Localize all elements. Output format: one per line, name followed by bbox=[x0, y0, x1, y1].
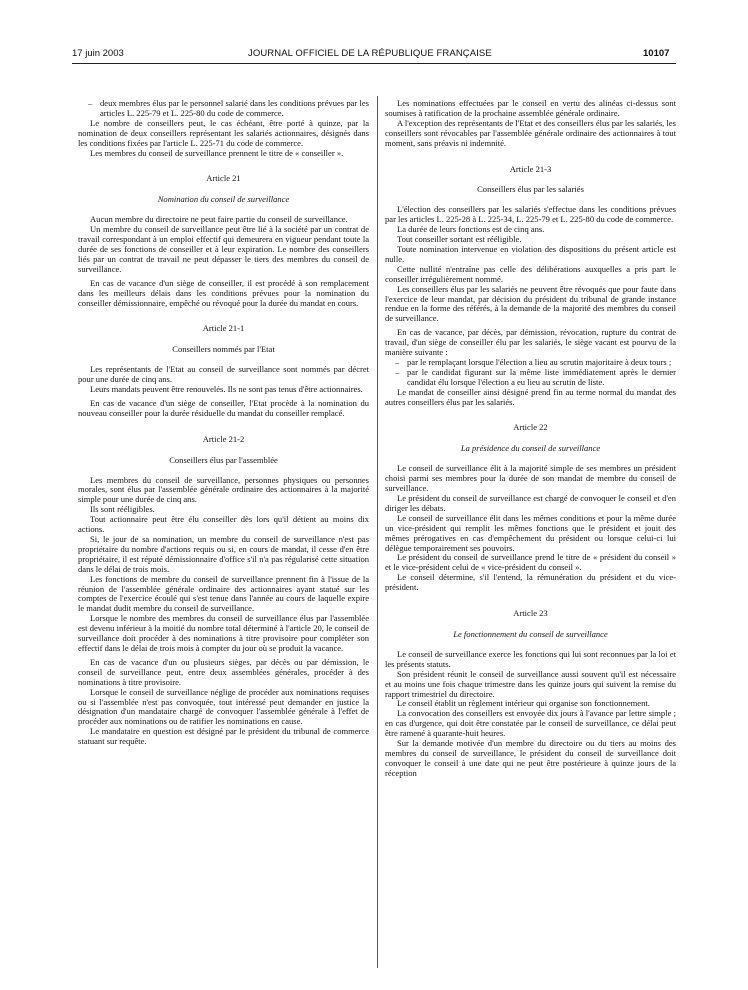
article-subtitle: Conseillers élus par l'assemblée bbox=[169, 454, 278, 465]
list-item-text: par le candidat figurant sur la même liste immédiatement après le dernier candidat élu lorsque l'élection a eu lieu au scrutin de liste. bbox=[407, 366, 676, 387]
paragraph: Leurs mandats peuvent être renouvelés. Ils ne sont pas tenus d'être actionnaires. bbox=[90, 384, 363, 395]
paragraph: A l'exception des représentants de l'Etat et des conseillers élus par les salariés, les conseillers sont révocables par l'assemblée générale ordinaire des actionnaires à tout moment, sans préavis ni indemnité. bbox=[385, 117, 676, 148]
paragraph: En cas de vacance d'un siège de conseiller, l'Etat procède à la nomination du nouveau conseiller pour la durée résiduelle du mandat du conseiller remplacé. bbox=[78, 397, 369, 418]
paragraph: Le conseil de surveillance exerce les fonctions qui lui sont reconnues par la loi et les présents statuts. bbox=[385, 648, 676, 669]
paragraph: Si, le jour de sa nomination, un membre du conseil de surveillance n'est pas propriétaire du nombre d'actions requis ou si, en cours de mandat, il cesse d'en être propriétaire, il est réputé démissionnaire d'office s'il n'a pas régularisé cette situation dans le délai de trois mois. bbox=[78, 534, 369, 574]
paragraph: Les fonctions de membre du conseil de surveillance prennent fin à l'issue de la réunion de l'assemblée générale ordinaire des actionnaires ayant statué sur les comptes de l'exercice écoulé qui s'est tenue dans l'année au cours de laquelle expire le mandat dudit membre du conseil de surveillance. bbox=[78, 573, 369, 614]
article-heading: Article 23 bbox=[513, 608, 548, 619]
article-heading: Article 21-3 bbox=[509, 163, 552, 174]
paragraph: En cas de vacance d'un siège de conseiller, il est procédé à son remplacement dans les meilleurs délais dans les conditions prévues pour la nomination du conseiller démissionnaire, empêché ou révoqué pour la durée du mandat en cours. bbox=[78, 277, 369, 308]
article-heading: Article 21 bbox=[206, 173, 241, 184]
paragraph: Le conseil de surveillance élit à la majorité simple de ses membres un président choisi parmi ses membres pour la durée de son mandat de membre du conseil de surveillance. bbox=[385, 463, 676, 494]
right-column bbox=[385, 99, 676, 971]
paragraph: Le mandat de conseiller ainsi désigné prend fin au terme normal du mandat des autres conseillers élus par les salariés. bbox=[385, 386, 676, 407]
paragraph: Tout conseiller sortant est rééligible. bbox=[397, 234, 522, 245]
paragraph: Le nombre de conseillers peut, le cas échéant, être porté à quinze, par la nomination de deux conseillers représentant les salariés actionnaires, désignés dans les conditions fixées par l'article L. 225-71 du code de commerce. bbox=[78, 117, 369, 148]
list-dash: – bbox=[395, 366, 400, 377]
paragraph: Cette nullité n'entraîne pas celle des délibérations auxquelles a pris part le conseiller irrégulièrement nommé. bbox=[385, 263, 676, 284]
header-journal-title: JOURNAL OFFICIEL DE LA RÉPUBLIQUE FRANÇAISE bbox=[248, 48, 492, 59]
paragraph: Le président du conseil de surveillance prend le titre de « président du conseil » et le vice-président celui de « vice-président du conseil ». bbox=[385, 552, 676, 573]
paragraph: En cas de vacance d'un ou plusieurs sièges, par décès ou par démission, le conseil de surveillance peut, entre deux assemblées générales, procéder à des nominations à titre provisoire. bbox=[78, 656, 369, 687]
paragraph: En cas de vacance, par décès, par démission, révocation, rupture du contrat de travail, d'un siège de conseiller élu par les salariés, le siège vacant est pourvu de la manière suivante : bbox=[385, 327, 676, 358]
list-dash: – bbox=[88, 99, 93, 108]
header-date: 17 juin 2003 bbox=[72, 48, 124, 59]
paragraph: Ils sont rééligibles. bbox=[90, 504, 155, 515]
list-item bbox=[385, 368, 676, 388]
article-subtitle: Le fonctionnement du conseil de surveillance bbox=[453, 628, 608, 639]
paragraph: Toute nomination intervenue en violation des dispositions du présent article est nulle. bbox=[385, 243, 676, 264]
paragraph: Le président du conseil de surveillance est chargé de convoquer le conseil et d'en diriger les débats. bbox=[385, 493, 676, 513]
column-divider bbox=[377, 96, 378, 968]
article-subtitle: Conseillers élus par les salariés bbox=[477, 184, 584, 195]
paragraph: Le mandataire en question est désigné par le président du tribunal de commerce statuant sur requête. bbox=[78, 726, 369, 747]
list-item bbox=[78, 99, 369, 119]
paragraph: La convocation des conseillers est envoyée dix jours à l'avance par lettre simple ; en cas d'urgence, qui doit être constatée par le conseil de surveillance, ce délai peut être ramené à quarante-huit heures. bbox=[385, 708, 676, 739]
paragraph: La durée de leurs fonctions est de cinq ans. bbox=[397, 224, 545, 235]
paragraph: Sur la demande motivée d'un membre du directoire ou du tiers au moins des membres du conseil de surveillance, le président du conseil de surveillance doit convoquer le conseil à une date qui ne peut être postérieure à quinze jours de la réception bbox=[385, 738, 676, 778]
paragraph: Les membres du conseil de surveillance, personnes physiques ou personnes morales, sont élus par l'assemblée générale ordinaire des actionnaires à la majorité simple pour une durée de cinq ans. bbox=[78, 474, 369, 505]
paragraph: Les nominations effectuées par le conseil en vertu des alinéas ci-dessus sont soumises à ratification de la prochaine assemblée générale ordinaire. bbox=[385, 99, 676, 118]
list-item-text: par le remplaçant lorsque l'élection a lieu au scrutin majoritaire à deux tours ; bbox=[407, 356, 672, 367]
article-subtitle: Conseillers nommés par l'Etat bbox=[172, 344, 275, 355]
left-column bbox=[78, 99, 369, 971]
list-item-text: deux membres élus par le personnel salarié dans les conditions prévues par les articles L. 225-79 et L. 225-80 du code de commerce. bbox=[100, 99, 369, 118]
paragraph: Aucun membre du directoire ne peut faire partie du conseil de surveillance. bbox=[90, 214, 348, 225]
paragraph: Lorsque le nombre des membres du conseil de surveillance élus par l'assemblée est devenu inférieur à la moitié du nombre total déterminé à l'article 20, le conseil de surveillance doit procéder à des nominations à titre provisoire pour compléter son effectif dans le délai de trois mois à compter du jour où se produit la vacance. bbox=[78, 613, 369, 653]
article-subtitle: La présidence du conseil de surveillance bbox=[460, 443, 601, 454]
article-heading: Article 22 bbox=[513, 422, 548, 433]
paragraph: Le conseil détermine, s'il l'entend, la rémunération du président et du vice-président. bbox=[385, 572, 676, 593]
article-subtitle: Nomination du conseil de surveillance bbox=[157, 194, 290, 205]
list-dash: – bbox=[395, 356, 400, 367]
paragraph: Les membres du conseil de surveillance prennent le titre de « conseiller ». bbox=[90, 147, 344, 158]
paragraph: Tout actionnaire peut être élu conseiller dès lors qu'il détient au moins dix actions. bbox=[78, 514, 369, 535]
paragraph: Son président réunit le conseil de surveillance aussi souvent qu'il est nécessaire et au moins une fois chaque trimestre dans les quinze jours qui suivent la remise du rapport trimestriel du directoire. bbox=[385, 668, 676, 699]
paragraph: Les représentants de l'Etat au conseil de surveillance sont nommés par décret pour une durée de cinq ans. bbox=[78, 364, 369, 385]
paragraph: Le conseil établit un règlement intérieur qui organise son fonctionnement. bbox=[397, 698, 650, 709]
paragraph: Les conseillers élus par les salariés ne peuvent être révoqués que pour faute dans l'exercice de leur mandat, par décision du président du tribunal de grande instance rendue en la forme des référés, à la demande de la majorité des membres du conseil de surveillance. bbox=[385, 283, 676, 324]
header-page-number: 10107 bbox=[643, 48, 670, 59]
article-heading: Article 21-2 bbox=[202, 433, 245, 444]
paragraph: Lorsque le conseil de surveillance néglige de procéder aux nominations requises ou si l'assemblée n'est pas convoquée, tout intéressé peut demander en justice la désignation d'un mandataire chargé de convoquer l'assemblée générale à l'effet de procéder aux nominations ou de ratifier les nominations en cause. bbox=[78, 686, 369, 727]
paragraph: Le conseil de surveillance élit dans les mêmes conditions et pour la même durée un vice-président qui remplit les mêmes fonctions que le président et jouit des mêmes prérogatives en cas d'empêchement du président ou lorsque celui-ci lui délègue temporairement ses pouvoirs. bbox=[385, 512, 676, 553]
article-heading: Article 21-1 bbox=[202, 323, 245, 334]
paragraph: L'élection des conseillers par les salariés s'effectue dans les conditions prévues par les articles L. 225-28 à L. 225-34, L. 225-79 et L. 225-80 du code de commerce. bbox=[385, 204, 676, 225]
paragraph: Un membre du conseil de surveillance peut être lié à la société par un contrat de travail correspondant à un emploi effectif qui demeurera en vigueur pendant toute la durée de ses fonctions de conseiller et à leur expiration. Le nombre des conseillers liés par un contrat de travail ne peut dépasser le tiers des membres du conseil de surveillance. bbox=[78, 224, 369, 274]
header-rule bbox=[72, 63, 676, 64]
